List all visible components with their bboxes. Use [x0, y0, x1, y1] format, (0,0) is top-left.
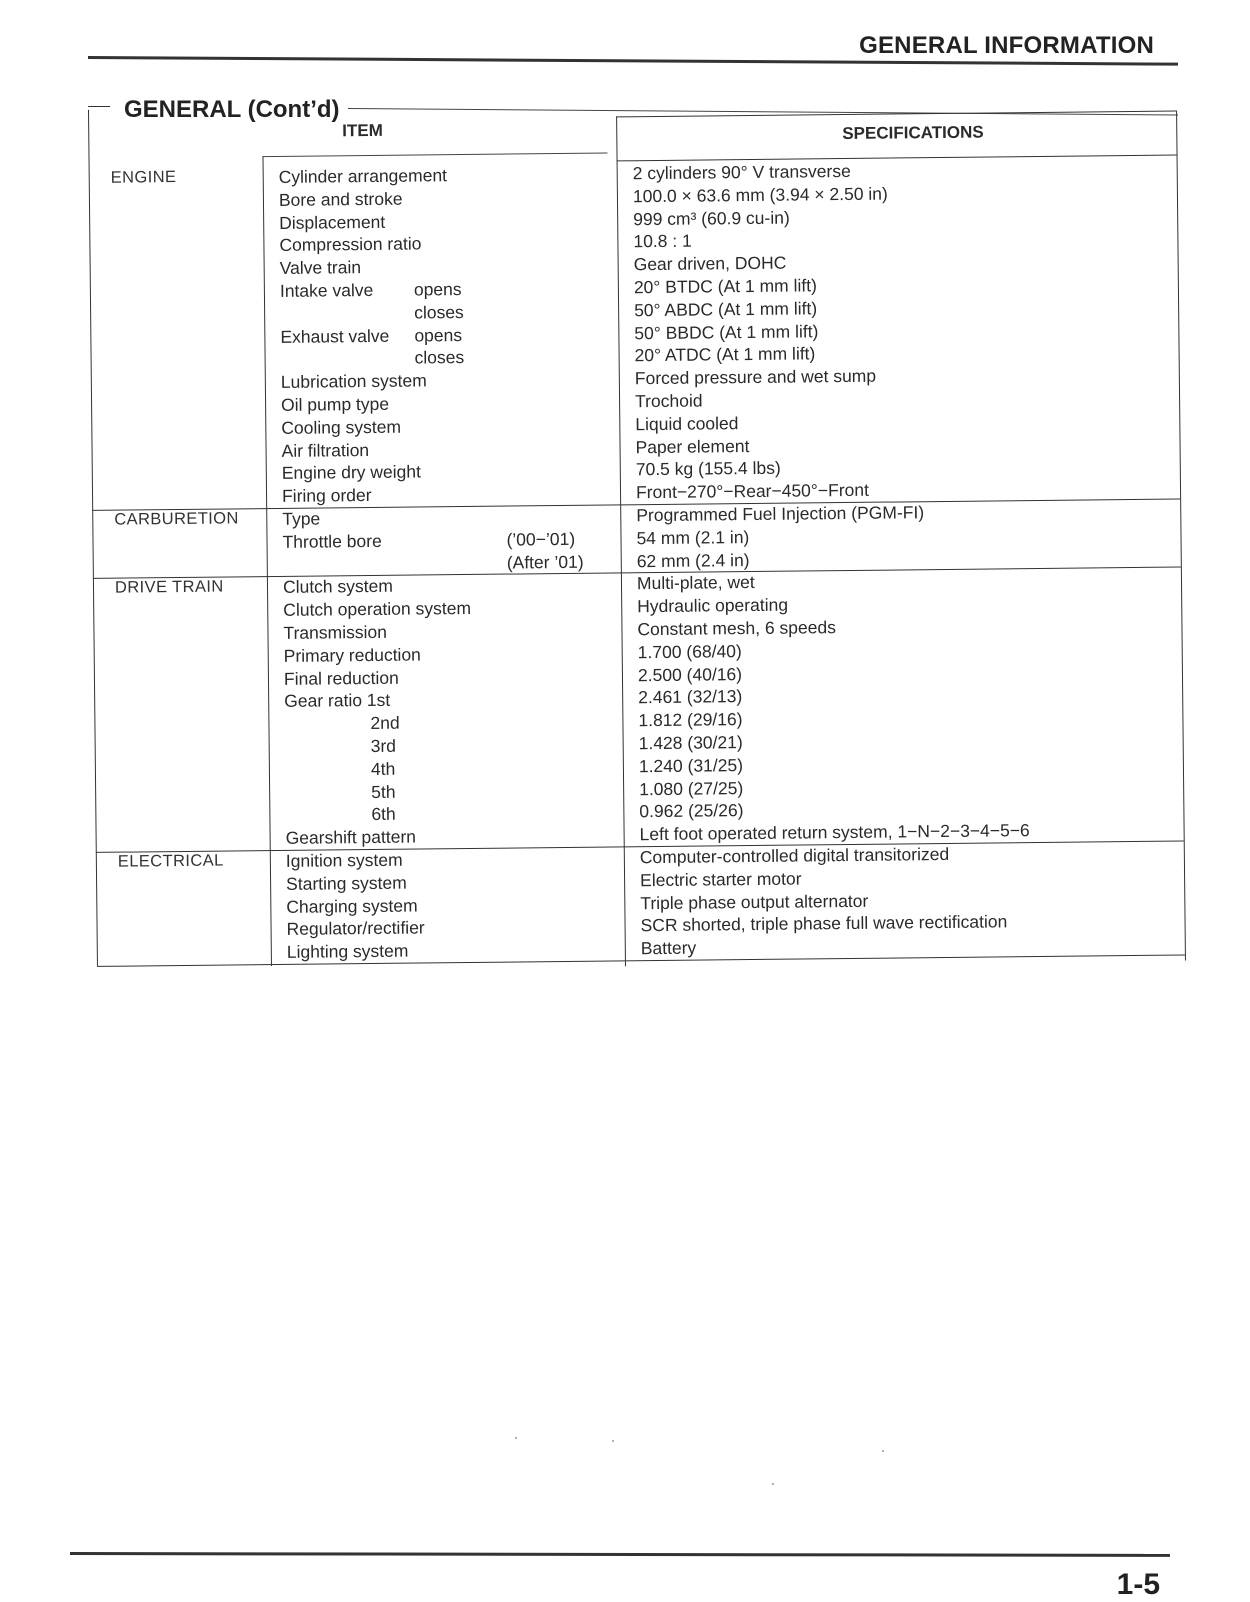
spec-value: 2.500 (40/16) — [637, 663, 743, 685]
spec-value: Hydraulic operating — [637, 594, 789, 617]
scan-speck — [612, 1440, 614, 1442]
spec-value: 1.428 (30/21) — [638, 732, 743, 754]
spec-value: 1.080 (27/25) — [639, 777, 744, 799]
spec-value: Programmed Fuel Injection (PGM-FI) — [636, 502, 925, 526]
spec-value: 10.8 : 1 — [633, 231, 692, 252]
item-label: Lighting system — [286, 940, 409, 963]
item-label: Cooling system — [281, 416, 402, 438]
spec-value: Gear driven, DOHC — [633, 252, 787, 275]
spec-value: Electric starter motor — [639, 868, 802, 890]
spec-value: 999 cm³ (60.9 cu-in) — [633, 207, 790, 229]
spec-value: Trochoid — [634, 390, 703, 412]
spec-value: 20° BTDC (At 1 mm lift) — [633, 275, 817, 298]
spec-value: 2.461 (32/13) — [638, 686, 743, 708]
item-label: Transmission — [283, 621, 387, 643]
spec-value: 0.962 (25/26) — [639, 800, 744, 822]
gear-label: 6th — [371, 804, 396, 825]
item-qualifier: opens — [414, 324, 463, 346]
page-number: 1-5 — [1116, 1568, 1160, 1601]
spec-value: 1.812 (29/16) — [638, 709, 743, 731]
spec-value: Paper element — [635, 435, 750, 457]
running-header: GENERAL INFORMATION — [859, 32, 1154, 59]
item-label: Bore and stroke — [278, 188, 403, 210]
spec-table — [82, 99, 1187, 972]
spec-value: 70.5 kg (155.4 lbs) — [635, 458, 781, 480]
item-label: Final reduction — [283, 667, 399, 689]
category-label: ELECTRICAL — [117, 851, 224, 871]
spec-value: 1.240 (31/25) — [638, 754, 744, 777]
item-label: Compression ratio — [279, 233, 422, 256]
gear-label: 2nd — [370, 712, 400, 734]
item-label: Engine dry weight — [281, 461, 422, 484]
section-title-tick — [88, 106, 110, 107]
item-label: Gearshift pattern — [285, 826, 417, 849]
category-label: DRIVE TRAIN — [114, 577, 224, 598]
item-note: (After ’01) — [506, 551, 584, 573]
item-column-header: ITEM — [342, 120, 383, 141]
item-qualifier: closes — [414, 301, 464, 323]
footer-rule — [70, 1552, 1170, 1557]
item-label: Type — [282, 508, 321, 529]
item-label: Throttle bore — [282, 530, 382, 552]
spec-value: 54 mm (2.1 in) — [636, 526, 750, 549]
item-label: Air filtration — [281, 439, 370, 461]
gear-label: 3rd — [370, 735, 397, 757]
spec-value: 2 cylinders 90° V transverse — [632, 160, 851, 184]
item-header-underline — [262, 152, 607, 157]
category-label: CARBURETION — [114, 509, 239, 529]
spec-column-header: SPECIFICATIONS — [842, 122, 984, 144]
item-label: Exhaust valve — [280, 325, 390, 347]
item-label: Clutch system — [282, 576, 393, 598]
item-label: Clutch operation system — [283, 598, 472, 621]
spec-value: SCR shorted, triple phase full wave rectification — [640, 911, 1008, 936]
spec-value: 62 mm (2.4 in) — [636, 549, 750, 571]
spec-value: Front−270°−Rear−450°−Front — [635, 479, 870, 503]
spec-value: Forced pressure and wet sump — [634, 365, 877, 389]
spec-value: 100.0 × 63.6 mm (3.94 × 2.50 in) — [632, 183, 888, 207]
item-note: (’00−’01) — [506, 528, 576, 550]
spec-value: 50° ABDC (At 1 mm lift) — [634, 298, 818, 321]
item-label: Firing order — [281, 485, 372, 507]
spec-value: 1.700 (68/40) — [637, 640, 742, 663]
table-top-border — [616, 111, 1176, 118]
item-label: Lubrication system — [280, 370, 427, 393]
spec-value: Left foot operated return system, 1−N−2−3−4−5−6 — [639, 820, 1030, 845]
spec-value: Multi-plate, wet — [636, 572, 755, 594]
item-label: Intake valve — [279, 279, 374, 301]
item-label: Regulator/rectifier — [286, 917, 425, 940]
item-label: Displacement — [279, 211, 386, 233]
spec-value: Battery — [640, 937, 697, 959]
scan-speck — [772, 1483, 774, 1485]
category-label: ENGINE — [110, 168, 177, 187]
item-qualifier: opens — [413, 279, 462, 300]
item-label: Ignition system — [285, 849, 403, 871]
item-label: Valve train — [279, 257, 362, 279]
item-label: Starting system — [286, 872, 407, 894]
scan-speck — [515, 1437, 517, 1439]
section-title: GENERAL (Cont’d) — [124, 96, 340, 123]
spec-value: Triple phase output alternator — [640, 890, 869, 913]
spec-value: Liquid cooled — [635, 412, 739, 435]
spec-value: Constant mesh, 6 speeds — [637, 617, 837, 640]
item-label: Oil pump type — [280, 393, 390, 415]
spec-value: 50° BBDC (At 1 mm lift) — [634, 320, 819, 343]
item-label: Cylinder arrangement — [278, 165, 448, 187]
gear-label: 4th — [370, 758, 396, 779]
item-label: Gear ratio 1st — [284, 690, 391, 712]
item-qualifier: closes — [414, 347, 465, 368]
scan-speck — [882, 1450, 884, 1452]
item-label: Charging system — [286, 895, 418, 917]
item-label: Primary reduction — [283, 644, 421, 666]
spec-value: 20° ATDC (At 1 mm lift) — [634, 343, 816, 366]
spec-value: Computer-controlled digital transitorized — [639, 843, 950, 868]
gear-label: 5th — [371, 781, 396, 802]
